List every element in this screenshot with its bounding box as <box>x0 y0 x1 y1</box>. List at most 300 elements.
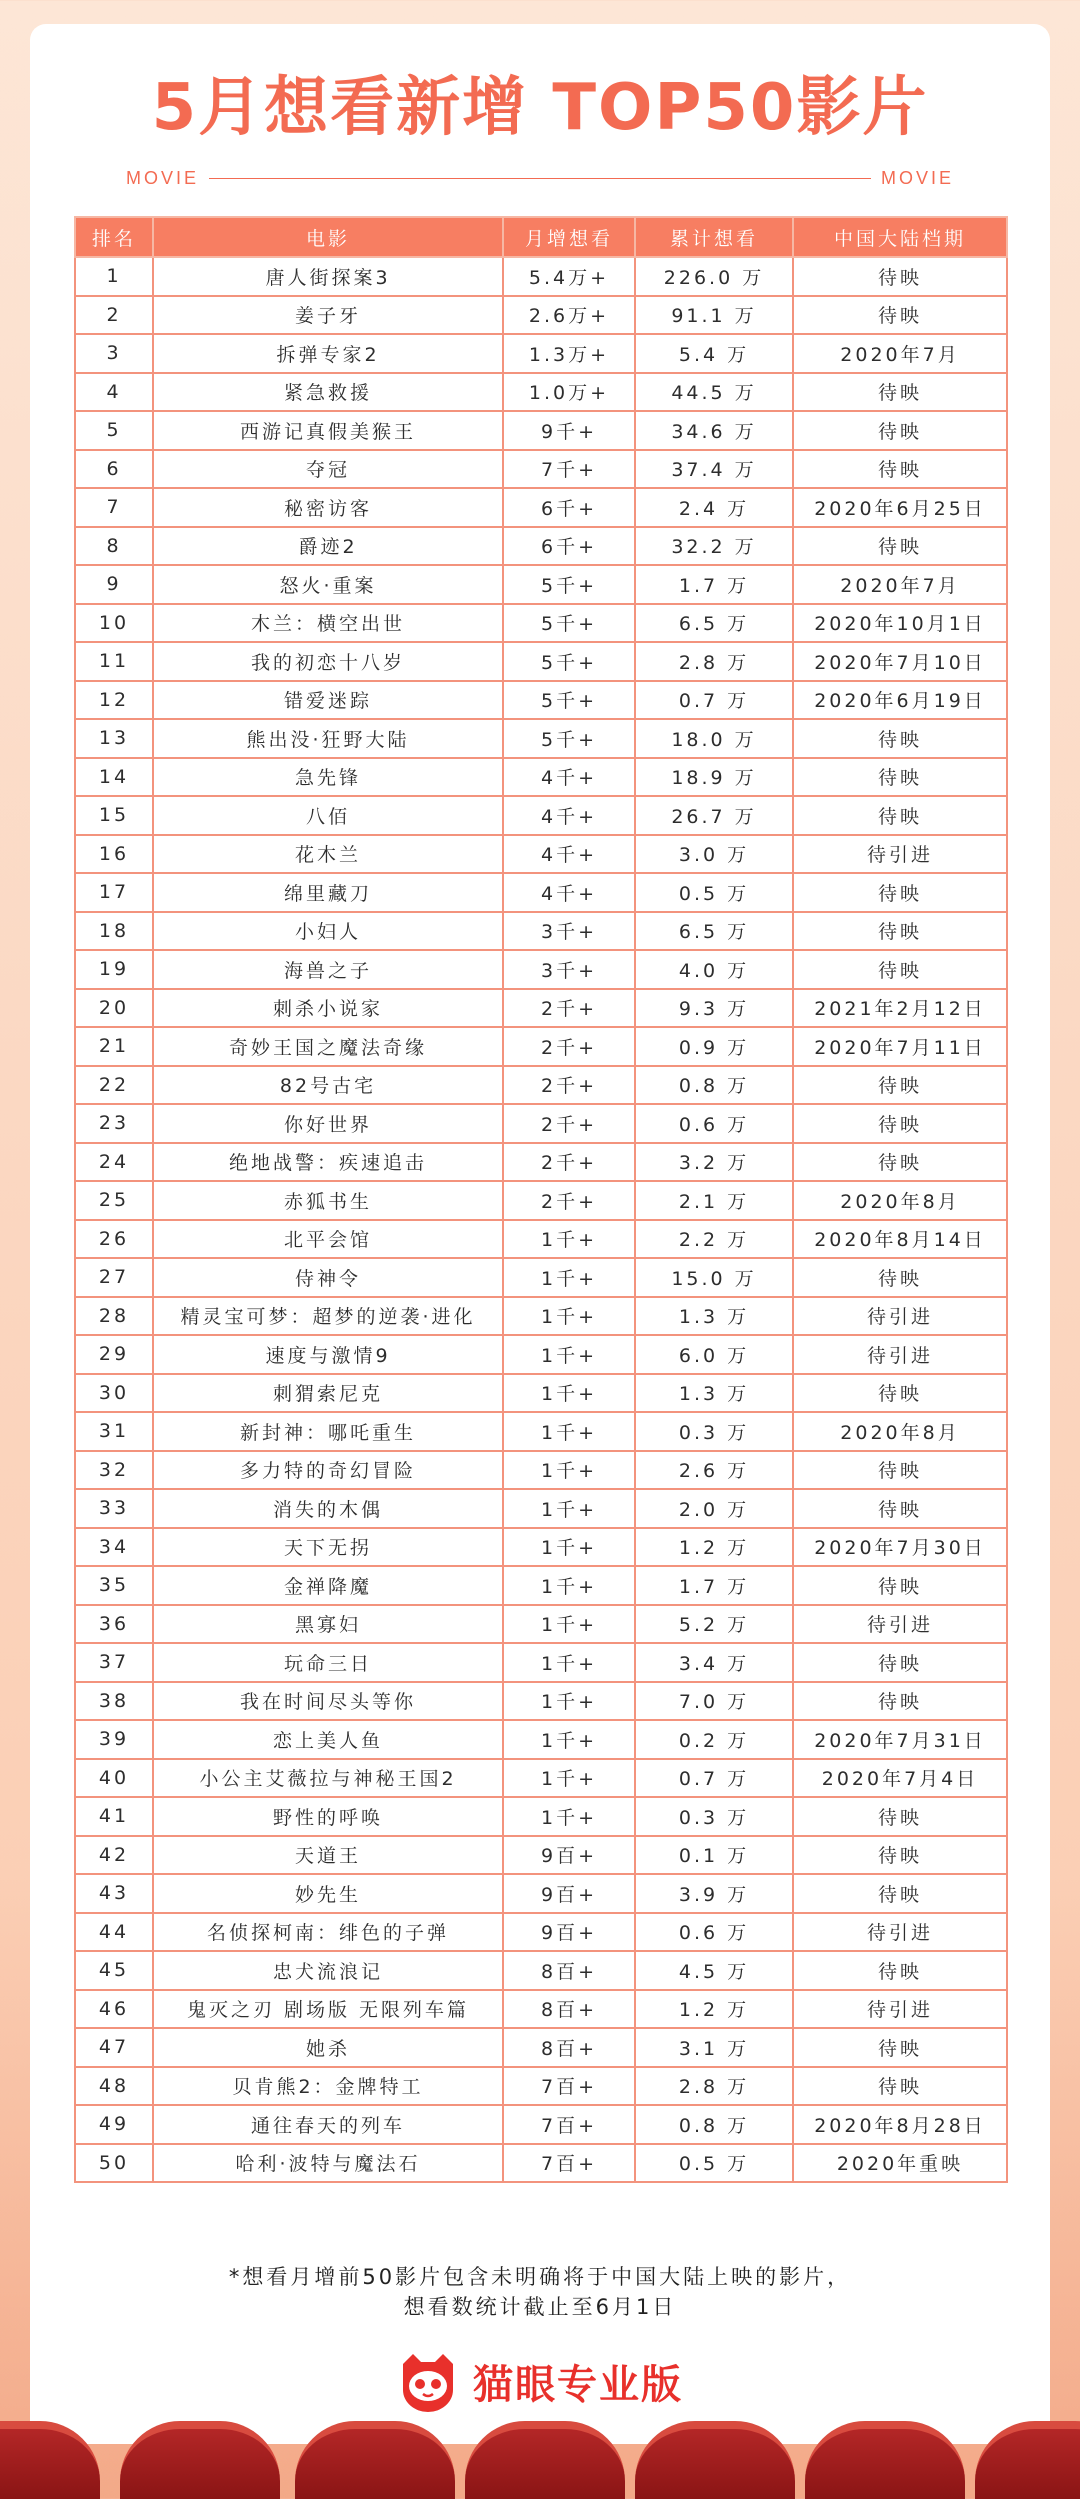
cell-total-want: 226.0 万 <box>635 257 793 296</box>
ranking-table <box>74 216 1008 2183</box>
cell-monthly-increase: 7百+ <box>503 2067 635 2106</box>
cell-monthly-increase: 2千+ <box>503 989 635 1028</box>
cell-film-title: 速度与激情9 <box>153 1335 503 1374</box>
table-row <box>75 1528 1007 1567</box>
cell-release-date: 待引进 <box>793 1605 1007 1644</box>
cell-monthly-increase: 7百+ <box>503 2105 635 2144</box>
cell-release-date: 待映 <box>793 719 1007 758</box>
table-row <box>75 257 1007 296</box>
poster-card <box>30 24 1050 2444</box>
cell-release-date: 待映 <box>793 1374 1007 1413</box>
cell-monthly-increase: 1.3万+ <box>503 334 635 373</box>
header-rank: 排名 <box>75 217 153 257</box>
cell-total-want: 0.5 万 <box>635 873 793 912</box>
table-row <box>75 296 1007 335</box>
cell-rank: 5 <box>75 411 153 450</box>
cell-total-want: 4.5 万 <box>635 1951 793 1990</box>
cell-film-title: 木兰：横空出世 <box>153 604 503 643</box>
cell-total-want: 0.6 万 <box>635 1104 793 1143</box>
cell-release-date: 2020年7月 <box>793 334 1007 373</box>
cell-total-want: 15.0 万 <box>635 1258 793 1297</box>
table-row <box>75 411 1007 450</box>
cell-total-want: 0.7 万 <box>635 681 793 720</box>
cell-rank: 21 <box>75 1027 153 1066</box>
cell-film-title: 绝地战警：疾速追击 <box>153 1143 503 1182</box>
cell-monthly-increase: 2.6万+ <box>503 296 635 335</box>
cell-total-want: 6.5 万 <box>635 604 793 643</box>
cell-film-title: 我的初恋十八岁 <box>153 642 503 681</box>
cell-film-title: 哈利·波特与魔法石 <box>153 2144 503 2183</box>
cell-release-date: 待映 <box>793 1682 1007 1721</box>
cell-film-title: 姜子牙 <box>153 296 503 335</box>
cell-total-want: 37.4 万 <box>635 450 793 489</box>
cell-total-want: 3.2 万 <box>635 1143 793 1182</box>
maoyan-cat-icon <box>397 2350 459 2412</box>
cell-release-date: 待映 <box>793 873 1007 912</box>
header-monthly-increase: 月增想看 <box>503 217 635 257</box>
cell-release-date: 2020年7月30日 <box>793 1528 1007 1567</box>
cell-film-title: 鬼灭之刃 剧场版 无限列车篇 <box>153 1990 503 2029</box>
table-row <box>75 1990 1007 2029</box>
cell-rank: 32 <box>75 1451 153 1490</box>
cell-monthly-increase: 1千+ <box>503 1720 635 1759</box>
cell-rank: 34 <box>75 1528 153 1567</box>
cell-rank: 13 <box>75 719 153 758</box>
cell-total-want: 44.5 万 <box>635 373 793 412</box>
cell-rank: 22 <box>75 1066 153 1105</box>
cell-monthly-increase: 4千+ <box>503 835 635 874</box>
cell-film-title: 爵迹2 <box>153 527 503 566</box>
table-row <box>75 373 1007 412</box>
cell-total-want: 0.7 万 <box>635 1759 793 1798</box>
cell-release-date: 待映 <box>793 1836 1007 1875</box>
cell-monthly-increase: 2千+ <box>503 1104 635 1143</box>
cell-release-date: 待映 <box>793 796 1007 835</box>
cell-monthly-increase: 8百+ <box>503 2028 635 2067</box>
cell-rank: 3 <box>75 334 153 373</box>
subline-left-label: MOVIE <box>126 167 200 188</box>
cell-monthly-increase: 4千+ <box>503 796 635 835</box>
table-row <box>75 1951 1007 1990</box>
cell-film-title: 忠犬流浪记 <box>153 1951 503 1990</box>
cell-film-title: 消失的木偶 <box>153 1489 503 1528</box>
cell-total-want: 0.8 万 <box>635 2105 793 2144</box>
footnote-line-2: 想看数统计截止至6月1日 <box>403 2295 677 2319</box>
cell-total-want: 2.2 万 <box>635 1220 793 1259</box>
cell-monthly-increase: 1千+ <box>503 1759 635 1798</box>
table-row <box>75 2067 1007 2106</box>
cell-release-date: 待映 <box>793 2028 1007 2067</box>
cell-rank: 49 <box>75 2105 153 2144</box>
seat-shape <box>295 2421 455 2499</box>
cell-release-date: 2020年8月 <box>793 1412 1007 1451</box>
cell-rank: 20 <box>75 989 153 1028</box>
cell-rank: 10 <box>75 604 153 643</box>
cell-film-title: 贝肯熊2：金牌特工 <box>153 2067 503 2106</box>
cell-total-want: 2.8 万 <box>635 642 793 681</box>
table-row <box>75 1104 1007 1143</box>
seat-shape <box>805 2421 965 2499</box>
cell-total-want: 1.3 万 <box>635 1374 793 1413</box>
cell-monthly-increase: 1千+ <box>503 1451 635 1490</box>
cell-total-want: 5.4 万 <box>635 334 793 373</box>
table-row <box>75 1797 1007 1836</box>
cell-total-want: 3.9 万 <box>635 1874 793 1913</box>
footnote <box>30 2262 1050 2322</box>
cell-film-title: 侍神令 <box>153 1258 503 1297</box>
cell-monthly-increase: 5.4万+ <box>503 257 635 296</box>
cell-film-title: 海兽之子 <box>153 950 503 989</box>
cell-film-title: 花木兰 <box>153 835 503 874</box>
seat-shape <box>120 2421 280 2499</box>
table-row <box>75 1489 1007 1528</box>
table-row <box>75 1605 1007 1644</box>
cell-film-title: 小公主艾薇拉与神秘王国2 <box>153 1759 503 1798</box>
cell-film-title: 刺猬索尼克 <box>153 1374 503 1413</box>
cell-rank: 35 <box>75 1566 153 1605</box>
cell-total-want: 91.1 万 <box>635 296 793 335</box>
cell-release-date: 待映 <box>793 450 1007 489</box>
cell-total-want: 3.1 万 <box>635 2028 793 2067</box>
cell-rank: 50 <box>75 2144 153 2183</box>
table-row <box>75 1451 1007 1490</box>
cell-film-title: 熊出没·狂野大陆 <box>153 719 503 758</box>
cell-film-title: 野性的呼唤 <box>153 1797 503 1836</box>
cell-release-date: 待映 <box>793 373 1007 412</box>
cell-film-title: 急先锋 <box>153 758 503 797</box>
cell-release-date: 2020年7月 <box>793 565 1007 604</box>
cell-total-want: 18.9 万 <box>635 758 793 797</box>
cell-release-date: 待引进 <box>793 835 1007 874</box>
table-header-row <box>75 217 1007 257</box>
table-row <box>75 1297 1007 1336</box>
cell-release-date: 2020年7月31日 <box>793 1720 1007 1759</box>
cell-release-date: 2020年6月25日 <box>793 488 1007 527</box>
cell-release-date: 2020年6月19日 <box>793 681 1007 720</box>
cell-release-date: 待映 <box>793 1643 1007 1682</box>
cell-total-want: 1.2 万 <box>635 1990 793 2029</box>
cell-release-date: 待映 <box>793 1066 1007 1105</box>
table-row <box>75 1759 1007 1798</box>
table-row <box>75 2028 1007 2067</box>
table-row <box>75 488 1007 527</box>
cell-monthly-increase: 1千+ <box>503 1297 635 1336</box>
cell-film-title: 紧急救援 <box>153 373 503 412</box>
cell-film-title: 唐人街探案3 <box>153 257 503 296</box>
table-row <box>75 565 1007 604</box>
cell-release-date: 待映 <box>793 257 1007 296</box>
cell-total-want: 2.6 万 <box>635 1451 793 1490</box>
cell-rank: 16 <box>75 835 153 874</box>
cell-rank: 14 <box>75 758 153 797</box>
table-row <box>75 642 1007 681</box>
cell-total-want: 6.5 万 <box>635 912 793 951</box>
cell-film-title: 金禅降魔 <box>153 1566 503 1605</box>
table-row <box>75 758 1007 797</box>
seat-shape <box>975 2421 1080 2499</box>
cell-film-title: 我在时间尽头等你 <box>153 1682 503 1721</box>
cell-film-title: 多力特的奇幻冒险 <box>153 1451 503 1490</box>
cell-monthly-increase: 7千+ <box>503 450 635 489</box>
cell-monthly-increase: 1千+ <box>503 1374 635 1413</box>
cell-total-want: 0.8 万 <box>635 1066 793 1105</box>
cell-rank: 6 <box>75 450 153 489</box>
cell-release-date: 待引进 <box>793 1297 1007 1336</box>
cell-film-title: 黑寡妇 <box>153 1605 503 1644</box>
cell-rank: 27 <box>75 1258 153 1297</box>
cell-release-date: 待映 <box>793 527 1007 566</box>
cell-release-date: 待映 <box>793 2067 1007 2106</box>
cell-total-want: 0.3 万 <box>635 1412 793 1451</box>
cell-release-date: 2021年2月12日 <box>793 989 1007 1028</box>
cell-monthly-increase: 4千+ <box>503 758 635 797</box>
table-row <box>75 1720 1007 1759</box>
cell-release-date: 待映 <box>793 1258 1007 1297</box>
title-subline <box>126 168 954 188</box>
cell-total-want: 2.0 万 <box>635 1489 793 1528</box>
cell-monthly-increase: 8百+ <box>503 1951 635 1990</box>
seat-shape <box>465 2421 625 2499</box>
cell-release-date: 待映 <box>793 1566 1007 1605</box>
cell-film-title: 夺冠 <box>153 450 503 489</box>
cell-monthly-increase: 1千+ <box>503 1220 635 1259</box>
cell-rank: 31 <box>75 1412 153 1451</box>
cell-monthly-increase: 2千+ <box>503 1143 635 1182</box>
table-row <box>75 1027 1007 1066</box>
cell-release-date: 待映 <box>793 296 1007 335</box>
cell-rank: 39 <box>75 1720 153 1759</box>
table-row <box>75 2105 1007 2144</box>
cell-rank: 42 <box>75 1836 153 1875</box>
table-row <box>75 2144 1007 2183</box>
header-total-want: 累计想看 <box>635 217 793 257</box>
cell-film-title: 西游记真假美猴王 <box>153 411 503 450</box>
cell-total-want: 3.0 万 <box>635 835 793 874</box>
cell-total-want: 32.2 万 <box>635 527 793 566</box>
cell-rank: 37 <box>75 1643 153 1682</box>
cell-total-want: 0.9 万 <box>635 1027 793 1066</box>
cell-rank: 4 <box>75 373 153 412</box>
cell-rank: 9 <box>75 565 153 604</box>
cell-film-title: 小妇人 <box>153 912 503 951</box>
header-film: 电影 <box>153 217 503 257</box>
cell-rank: 18 <box>75 912 153 951</box>
cell-release-date: 待映 <box>793 1104 1007 1143</box>
cell-total-want: 6.0 万 <box>635 1335 793 1374</box>
table-row <box>75 1913 1007 1952</box>
cell-total-want: 7.0 万 <box>635 1682 793 1721</box>
table-row <box>75 450 1007 489</box>
cell-release-date: 待映 <box>793 1951 1007 1990</box>
table-row <box>75 1374 1007 1413</box>
cell-monthly-increase: 2千+ <box>503 1027 635 1066</box>
cell-monthly-increase: 6千+ <box>503 527 635 566</box>
cell-total-want: 26.7 万 <box>635 796 793 835</box>
cell-monthly-increase: 9百+ <box>503 1913 635 1952</box>
cell-monthly-increase: 9百+ <box>503 1874 635 1913</box>
cell-total-want: 34.6 万 <box>635 411 793 450</box>
cell-rank: 38 <box>75 1682 153 1721</box>
cell-monthly-increase: 5千+ <box>503 719 635 758</box>
cell-rank: 48 <box>75 2067 153 2106</box>
cell-film-title: 恋上美人鱼 <box>153 1720 503 1759</box>
table-body <box>75 257 1007 2182</box>
table-row <box>75 1566 1007 1605</box>
cell-rank: 2 <box>75 296 153 335</box>
cell-rank: 28 <box>75 1297 153 1336</box>
cell-release-date: 2020年重映 <box>793 2144 1007 2183</box>
cinema-seats-decoration <box>0 2423 1080 2499</box>
table-row <box>75 1335 1007 1374</box>
cell-monthly-increase: 5千+ <box>503 565 635 604</box>
cell-rank: 15 <box>75 796 153 835</box>
cell-monthly-increase: 1千+ <box>503 1605 635 1644</box>
cell-monthly-increase: 1千+ <box>503 1682 635 1721</box>
cell-rank: 41 <box>75 1797 153 1836</box>
cell-rank: 8 <box>75 527 153 566</box>
subline-right-label: MOVIE <box>880 167 954 188</box>
table-row <box>75 334 1007 373</box>
cell-rank: 44 <box>75 1913 153 1952</box>
cell-release-date: 2020年8月 <box>793 1181 1007 1220</box>
cell-release-date: 待映 <box>793 1489 1007 1528</box>
cell-film-title: 赤狐书生 <box>153 1181 503 1220</box>
cell-release-date: 待引进 <box>793 1990 1007 2029</box>
cell-rank: 11 <box>75 642 153 681</box>
cell-rank: 12 <box>75 681 153 720</box>
cell-film-title: 绵里藏刀 <box>153 873 503 912</box>
cell-release-date: 待映 <box>793 1797 1007 1836</box>
cell-release-date: 2020年8月28日 <box>793 2105 1007 2144</box>
cell-film-title: 精灵宝可梦：超梦的逆袭·进化 <box>153 1297 503 1336</box>
brand-name: 猫眼专业版 <box>473 2361 683 2408</box>
cell-monthly-increase: 4千+ <box>503 873 635 912</box>
cell-film-title: 玩命三日 <box>153 1643 503 1682</box>
cell-release-date: 2020年10月1日 <box>793 604 1007 643</box>
header-release-date: 中国大陆档期 <box>793 217 1007 257</box>
cell-total-want: 2.1 万 <box>635 1181 793 1220</box>
cell-monthly-increase: 5千+ <box>503 604 635 643</box>
seat-shape <box>635 2421 795 2499</box>
cell-film-title: 你好世界 <box>153 1104 503 1143</box>
cell-release-date: 待映 <box>793 1143 1007 1182</box>
cell-film-title: 天道王 <box>153 1836 503 1875</box>
cell-monthly-increase: 1.0万+ <box>503 373 635 412</box>
cell-film-title: 北平会馆 <box>153 1220 503 1259</box>
cell-monthly-increase: 3千+ <box>503 912 635 951</box>
cell-rank: 29 <box>75 1335 153 1374</box>
cell-film-title: 怒火·重案 <box>153 565 503 604</box>
cell-release-date: 待映 <box>793 1451 1007 1490</box>
cell-release-date: 待引进 <box>793 1913 1007 1952</box>
table-row <box>75 1066 1007 1105</box>
cell-film-title: 拆弹专家2 <box>153 334 503 373</box>
cell-film-title: 通往春天的列车 <box>153 2105 503 2144</box>
cell-monthly-increase: 1千+ <box>503 1566 635 1605</box>
table-row <box>75 950 1007 989</box>
cell-release-date: 2020年7月10日 <box>793 642 1007 681</box>
cell-film-title: 新封神：哪吒重生 <box>153 1412 503 1451</box>
table-row <box>75 1682 1007 1721</box>
cell-monthly-increase: 1千+ <box>503 1643 635 1682</box>
cell-film-title: 八佰 <box>153 796 503 835</box>
cell-film-title: 秘密访客 <box>153 488 503 527</box>
cell-rank: 7 <box>75 488 153 527</box>
cell-film-title: 奇妙王国之魔法奇缘 <box>153 1027 503 1066</box>
cell-release-date: 待映 <box>793 411 1007 450</box>
cell-release-date: 待映 <box>793 1874 1007 1913</box>
cell-monthly-increase: 1千+ <box>503 1489 635 1528</box>
cell-rank: 26 <box>75 1220 153 1259</box>
cell-total-want: 1.3 万 <box>635 1297 793 1336</box>
page-title: 5月想看新增 TOP50影片 <box>151 71 929 145</box>
cell-film-title: 她杀 <box>153 2028 503 2067</box>
cell-rank: 24 <box>75 1143 153 1182</box>
cell-rank: 40 <box>75 1759 153 1798</box>
cell-monthly-increase: 5千+ <box>503 681 635 720</box>
table-row <box>75 912 1007 951</box>
cell-release-date: 待映 <box>793 912 1007 951</box>
table-row <box>75 604 1007 643</box>
cell-monthly-increase: 1千+ <box>503 1797 635 1836</box>
cell-monthly-increase: 1千+ <box>503 1258 635 1297</box>
cell-monthly-increase: 6千+ <box>503 488 635 527</box>
cell-rank: 25 <box>75 1181 153 1220</box>
table-row <box>75 1143 1007 1182</box>
subline-divider <box>209 178 871 179</box>
cell-rank: 17 <box>75 873 153 912</box>
cell-rank: 33 <box>75 1489 153 1528</box>
cell-monthly-increase: 5千+ <box>503 642 635 681</box>
table-row <box>75 1643 1007 1682</box>
table-row <box>75 1258 1007 1297</box>
table-row <box>75 1836 1007 1875</box>
seat-shape <box>0 2421 100 2499</box>
table-row <box>75 989 1007 1028</box>
cell-monthly-increase: 7百+ <box>503 2144 635 2183</box>
cell-rank: 46 <box>75 1990 153 2029</box>
cell-monthly-increase: 1千+ <box>503 1528 635 1567</box>
cell-total-want: 2.8 万 <box>635 2067 793 2106</box>
cell-release-date: 2020年8月14日 <box>793 1220 1007 1259</box>
cell-rank: 43 <box>75 1874 153 1913</box>
cell-release-date: 2020年7月11日 <box>793 1027 1007 1066</box>
cell-monthly-increase: 2千+ <box>503 1181 635 1220</box>
cell-monthly-increase: 9百+ <box>503 1836 635 1875</box>
cell-total-want: 1.2 万 <box>635 1528 793 1567</box>
cell-total-want: 0.1 万 <box>635 1836 793 1875</box>
cell-film-title: 名侦探柯南：绯色的子弹 <box>153 1913 503 1952</box>
cell-monthly-increase: 1千+ <box>503 1335 635 1374</box>
cell-rank: 45 <box>75 1951 153 1990</box>
cell-total-want: 3.4 万 <box>635 1643 793 1682</box>
table-row <box>75 1181 1007 1220</box>
cell-rank: 36 <box>75 1605 153 1644</box>
cell-total-want: 0.6 万 <box>635 1913 793 1952</box>
cell-monthly-increase: 8百+ <box>503 1990 635 2029</box>
table-row <box>75 527 1007 566</box>
cell-release-date: 待映 <box>793 950 1007 989</box>
table-row <box>75 873 1007 912</box>
cell-release-date: 2020年7月4日 <box>793 1759 1007 1798</box>
table-row <box>75 719 1007 758</box>
cell-film-title: 天下无拐 <box>153 1528 503 1567</box>
table-row <box>75 835 1007 874</box>
table-row <box>75 681 1007 720</box>
cell-monthly-increase: 1千+ <box>503 1412 635 1451</box>
cell-total-want: 0.3 万 <box>635 1797 793 1836</box>
cell-rank: 23 <box>75 1104 153 1143</box>
